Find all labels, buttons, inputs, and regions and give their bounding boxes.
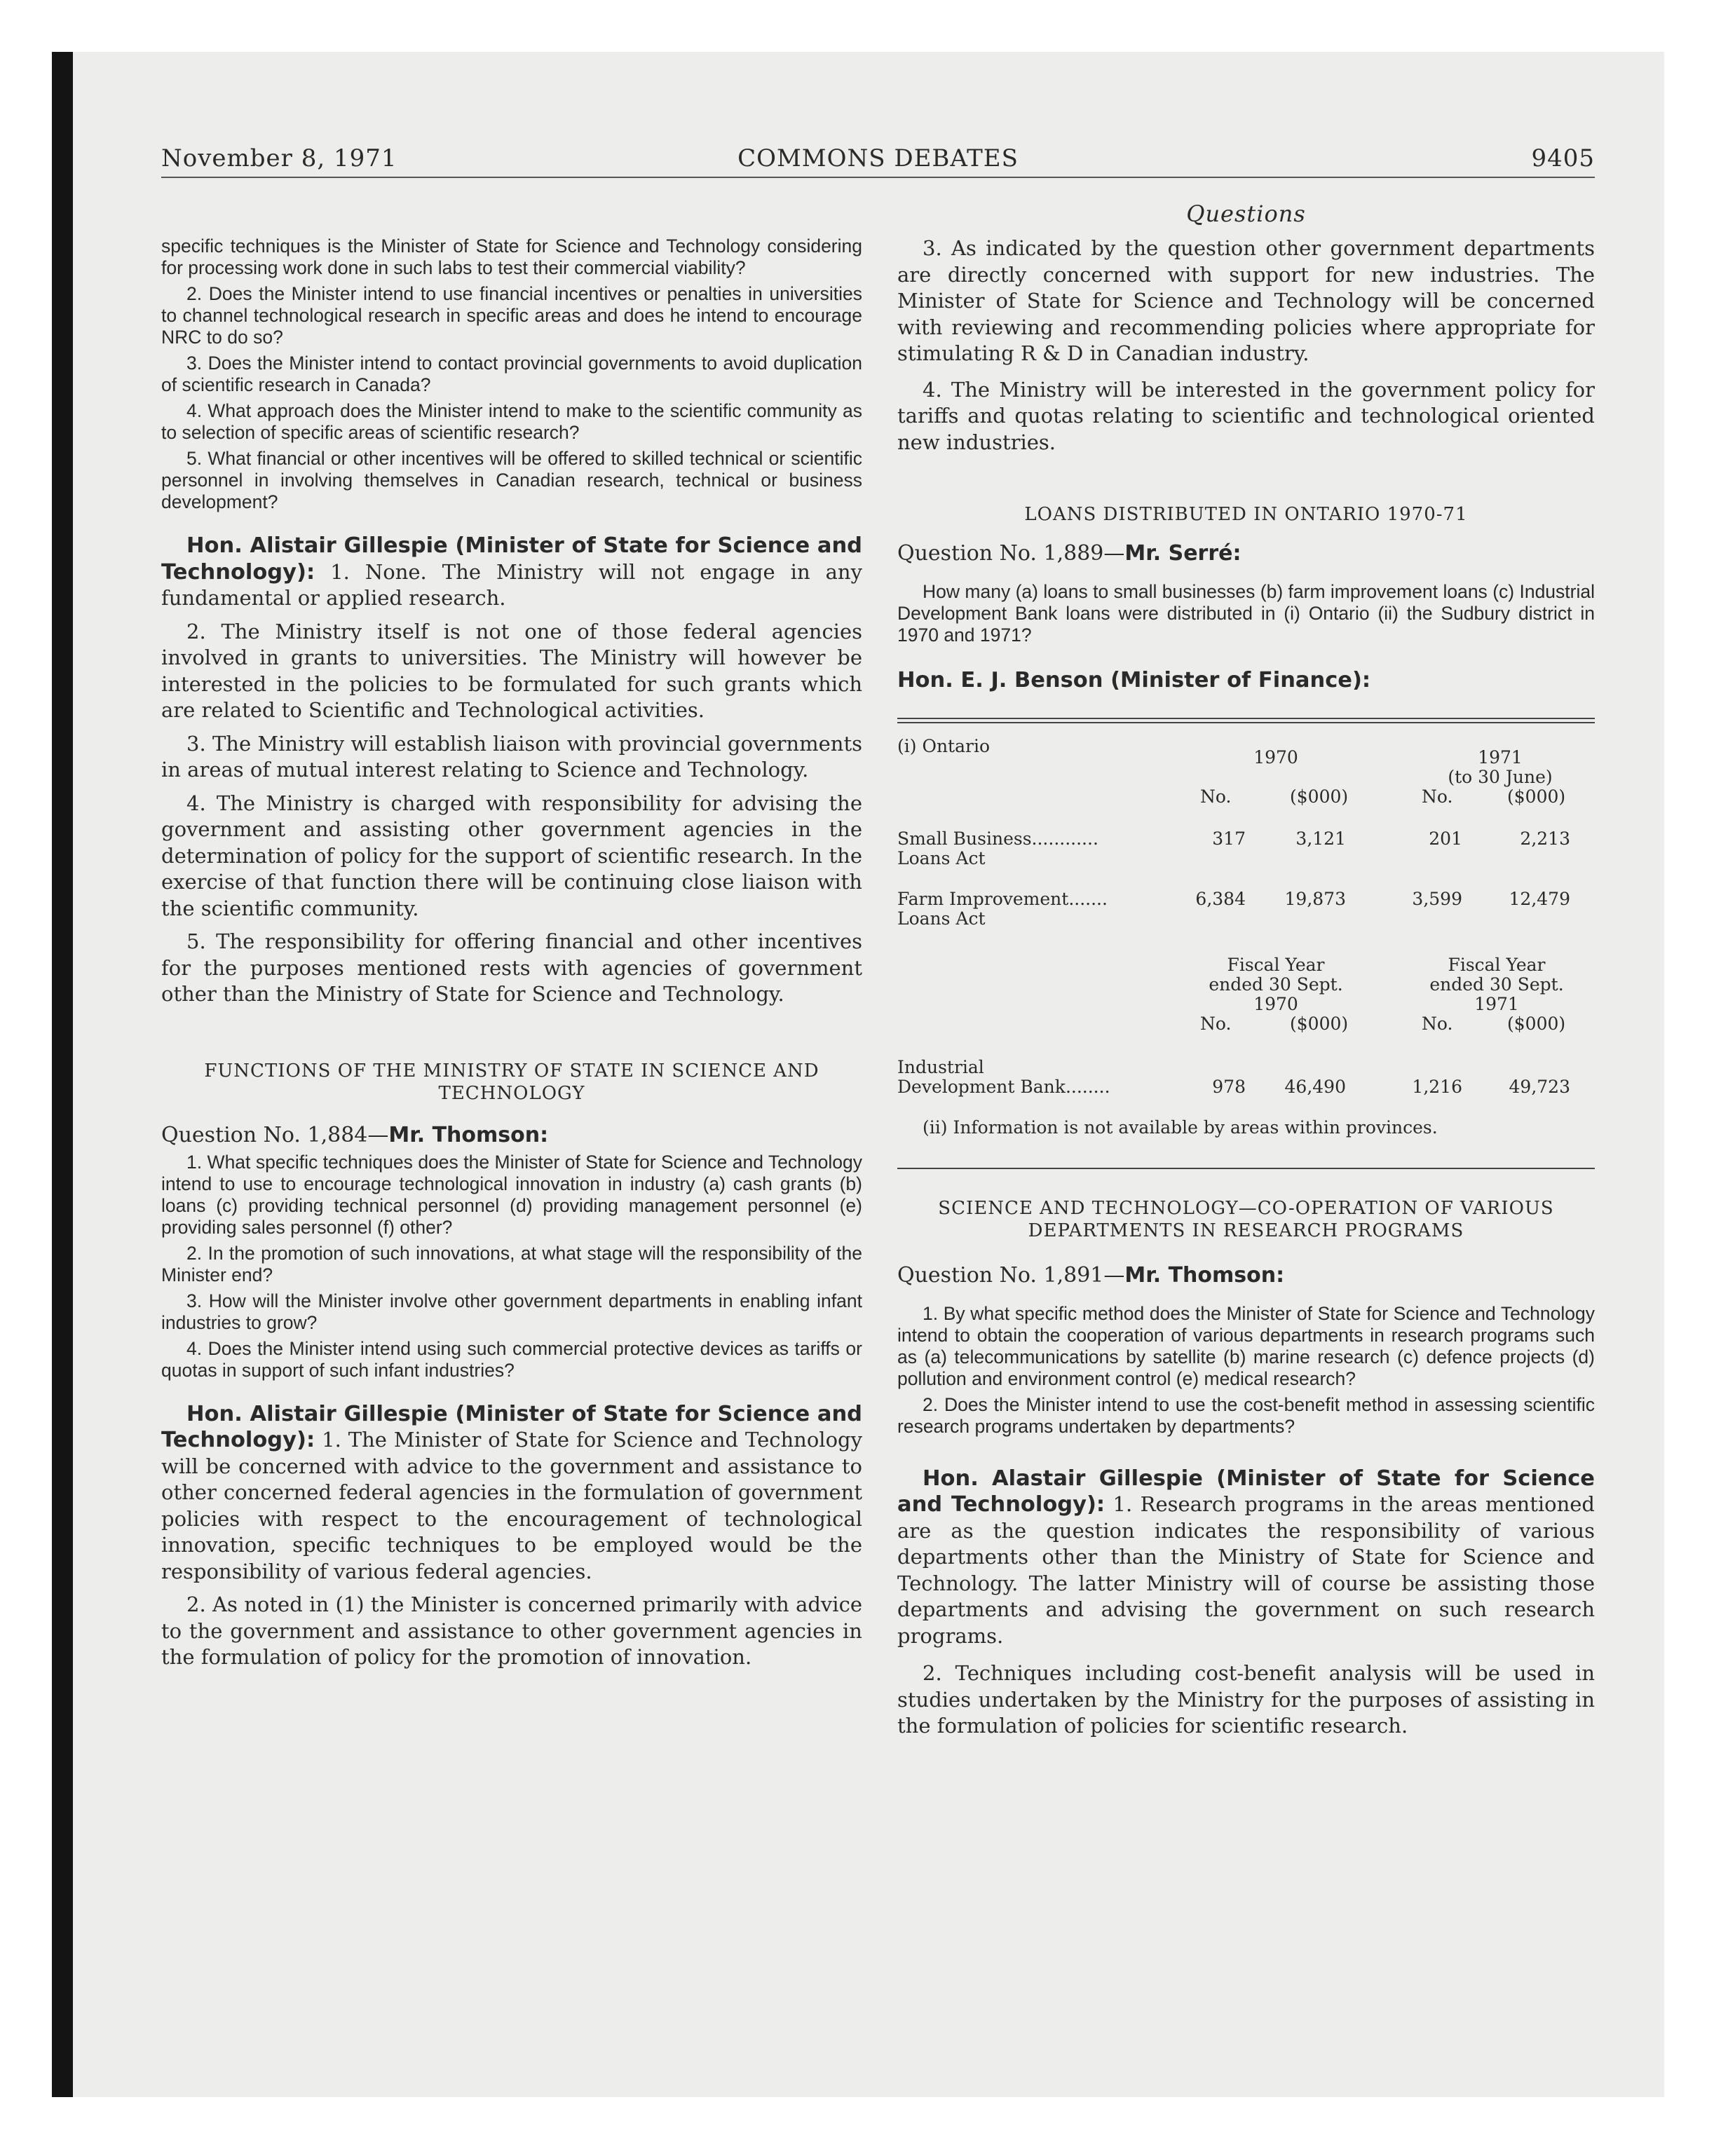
answer-text: 1. None. The Ministry will not engage in any fundamental or applied research. xyxy=(161,559,862,610)
row-label-line: Small Business xyxy=(897,828,1032,849)
loans-table xyxy=(897,723,1595,1151)
question-item: 2. Does the Minister intend to use financial incentives or penalties in universities to channel technological research in specific areas and does he intend to encourage NRC to do so? xyxy=(161,283,862,348)
answer-paragraph: 2. The Ministry itself is not one of those federal agencies involved in grants to universities. The Ministry will however be interested in the policies to be formulated for such grants which are related to Scientific and Technological activities. xyxy=(161,619,862,722)
answer-text: 1. The Minister of State for Science and Technology will be concerned with advice to the government and assistance to other concerned federal agencies in the formulation of government policies with respect to the encouragement of technological innovation, specific techniques to be employed would be the responsibility of various federal agencies. xyxy=(161,1428,862,1583)
table-region-label: (i) Ontario xyxy=(897,735,990,756)
table-fiscal-header: ended 30 Sept. xyxy=(1209,974,1343,995)
table-col-header-no: No. xyxy=(1422,1013,1453,1034)
table-bottom-rule xyxy=(897,1168,1595,1169)
table-cell: 3,599 xyxy=(1412,888,1462,909)
table-cell: 19,873 xyxy=(1284,888,1346,909)
answer-paragraph: 3. As indicated by the question other government departments are directly concerned with support for new industries. The Minister of State for Science and Technology will be concerned with reviewing and recommending policies where appropriate for stimulating R & D in Canadian industry. xyxy=(897,236,1595,365)
table-row-label: Development Bank........ xyxy=(897,1076,1110,1097)
table-col-header-amount: ($000) xyxy=(1507,786,1566,807)
question-item: 3. Does the Minister intend to contact provincial governments to avoid duplication of scientific research in Canada? xyxy=(161,353,862,395)
answer-block xyxy=(897,1466,1595,1740)
section-heading: SCIENCE AND TECHNOLOGY—CO-OPERATION OF VARIOUS DEPARTMENTS IN RESEARCH PROGRAMS xyxy=(938,1197,1554,1241)
question-item: 5. What financial or other incentives will be offered to skilled technical or scientific personnel in involving themselves in Canadian research, technical or business development? xyxy=(161,448,862,512)
table-row-label: Loans Act xyxy=(897,908,986,929)
table-col-header-amount: ($000) xyxy=(1507,1013,1566,1034)
scan-binding-edge xyxy=(52,52,73,2097)
table-row-label: Loans Act xyxy=(897,847,986,868)
table-fiscal-header: Fiscal Year xyxy=(1448,954,1546,975)
page-header xyxy=(161,144,1595,178)
answer-paragraph xyxy=(161,1401,862,1585)
table-cell: 978 xyxy=(1212,1076,1246,1097)
table-cell: 317 xyxy=(1212,828,1246,849)
table-year-header: 1971 xyxy=(1478,746,1523,767)
question-member: Mr. Thomson: xyxy=(388,1122,549,1147)
question-item: 2. In the promotion of such innovations, at what stage will the responsibility of the Minister end? xyxy=(161,1242,862,1285)
answer-paragraph xyxy=(897,667,1595,694)
question-item: 1. By what specific method does the Minister of State for Science and Technology intend to obtain the cooperation of various departments in research programs such as (a) telecommunications by satellite (b) marine research (c) defence projects (d) pollution and environment control (e) medical research? xyxy=(897,1302,1595,1389)
table-cell: 46,490 xyxy=(1284,1076,1346,1097)
question-number-text: Question No. 1,884— xyxy=(161,1122,389,1147)
question-item: 3. How will the Minister involve other government departments in enabling infant industries to grow? xyxy=(161,1290,862,1333)
header-publication: COMMONS DEBATES xyxy=(737,144,1019,172)
table-col-header-no: No. xyxy=(1200,1013,1232,1034)
answer-text: 1. Research programs in the areas mentioned are as the question indicates the responsibility of various departments other than the Ministry of State for Science and Technology. The latter Ministry will of course be assisting those departments and advising the government on such research programs. xyxy=(897,1492,1595,1648)
answer-block xyxy=(161,533,862,1008)
right-column xyxy=(897,236,1595,1740)
table-fiscal-header: ended 30 Sept. xyxy=(1429,974,1564,995)
answer-paragraph: 4. The Ministry will be interested in the government policy for tariffs and quotas relating to scientific and technological oriented new industries. xyxy=(897,377,1595,454)
question-number xyxy=(161,1123,862,1147)
table-cell: 6,384 xyxy=(1195,888,1246,909)
table-col-header-amount: ($000) xyxy=(1290,1013,1349,1034)
table-cell: 2,213 xyxy=(1520,828,1570,849)
speaker-name: Hon. Alastair Gillespie (Minister of State for Science and Technology): xyxy=(897,1466,1595,1517)
header-page-number: 9405 xyxy=(1531,144,1595,172)
row-label-line: Farm Improvement xyxy=(897,888,1069,909)
question-number-text: Question No. 1,891— xyxy=(897,1262,1125,1288)
table-fiscal-header: 1970 xyxy=(1253,993,1298,1014)
table-cell: 1,216 xyxy=(1412,1076,1462,1097)
question-item: 4. What approach does the Minister intend to make to the scientific community as to selection of specific areas of scientific research? xyxy=(161,400,862,443)
answer-block xyxy=(161,1401,862,1671)
question-number-text: Question No. 1,889— xyxy=(897,541,1125,566)
question-item: 4. Does the Minister intend using such commercial protective devices as tariffs or quotas in support of such infant industries? xyxy=(161,1337,862,1381)
table-cell: 12,479 xyxy=(1509,888,1570,909)
question-item: 2. Does the Minister intend to use the cost-benefit method in assessing scientific research programs undertaken by departments? xyxy=(897,1393,1595,1437)
section-heading: LOANS DISTRIBUTED IN ONTARIO 1970-71 xyxy=(1024,504,1468,525)
speaker-name: Hon. E. J. Benson (Minister of Finance): xyxy=(897,668,1371,692)
table-note: (ii) Information is not available by areas within provinces. xyxy=(923,1117,1438,1138)
answer-paragraph: 5. The responsibility for offering financial and other incentives for the purposes mentioned rests with agencies of government other than the Ministry of State for Science and Technology. xyxy=(161,929,862,1006)
left-column xyxy=(161,236,862,1671)
answer-paragraph: 2. As noted in (1) the Minister is concerned primarily with advice to the government and assistance to other government agencies in the formulation of policy for the promotion of innovation. xyxy=(161,1592,862,1669)
table-cell: 49,723 xyxy=(1509,1076,1570,1097)
question-item: How many (a) loans to small businesses (b) farm improvement loans (c) Industrial Development Bank loans were distributed in (i) Ontario (ii) the Sudbury district in 1970 and 1971? xyxy=(897,581,1595,646)
answer-paragraph xyxy=(897,1466,1595,1650)
table-year-header: 1970 xyxy=(1253,746,1298,767)
header-date: November 8, 1971 xyxy=(161,144,397,172)
question-number xyxy=(897,541,1595,566)
section-label: Questions xyxy=(1186,200,1306,227)
table-year-note: (to 30 June) xyxy=(1448,766,1553,787)
question-member: Mr. Serré: xyxy=(1124,541,1241,566)
table-fiscal-header: Fiscal Year xyxy=(1227,954,1325,975)
speaker-name: Hon. Alistair Gillespie (Minister of State for Science and Technology): xyxy=(161,533,862,585)
answer-paragraph: 2. Techniques including cost-benefit analysis will be used in studies undertaken by the Ministry for the purposes of assisting in the formulation of policies for scientific research. xyxy=(897,1661,1595,1738)
table-row-label: Industrial xyxy=(897,1056,984,1077)
table-cell: 3,121 xyxy=(1295,828,1346,849)
question-number xyxy=(897,1263,1595,1288)
table-row-label: Small Business............ xyxy=(897,828,1098,849)
answer-paragraph xyxy=(161,533,862,612)
table-cell: 201 xyxy=(1429,828,1462,849)
table-col-header-no: No. xyxy=(1422,786,1453,807)
section-heading: FUNCTIONS OF THE MINISTRY OF STATE IN SCIENCE AND TECHNOLOGY xyxy=(204,1060,819,1104)
table-top-rule xyxy=(897,718,1595,723)
table-row-label: Farm Improvement....... xyxy=(897,888,1108,909)
table-col-header-no: No. xyxy=(1200,786,1232,807)
speaker-name: Hon. Alistair Gillespie (Minister of State for Science and Technology): xyxy=(161,1401,862,1452)
answer-paragraph: 4. The Ministry is charged with responsibility for advising the government and assisting other government agencies in the determination of policy for the support of scientific research. In the exercise of that function there will be continuing close liaison with the scientific community. xyxy=(161,791,862,920)
question-item: 1. What specific techniques does the Minister of State for Science and Technology intend to use to encourage technological innovation in industry (a) cash grants (b) loans (c) providing technical personnel (d) providing management personnel (e) providing sales personnel (f) other? xyxy=(161,1151,862,1238)
table-col-header-amount: ($000) xyxy=(1290,786,1349,807)
table-fiscal-header: 1971 xyxy=(1474,993,1519,1014)
row-label-line: Development Bank xyxy=(897,1076,1066,1097)
question-continuation: specific techniques is the Minister of State for Science and Technology considering for processing work done in such labs to test their commercial viability? xyxy=(161,236,862,278)
question-member: Mr. Thomson: xyxy=(1124,1262,1285,1288)
answer-paragraph: 3. The Ministry will establish liaison with provincial governments in areas of mutual interest relating to Science and Technology. xyxy=(161,731,862,782)
